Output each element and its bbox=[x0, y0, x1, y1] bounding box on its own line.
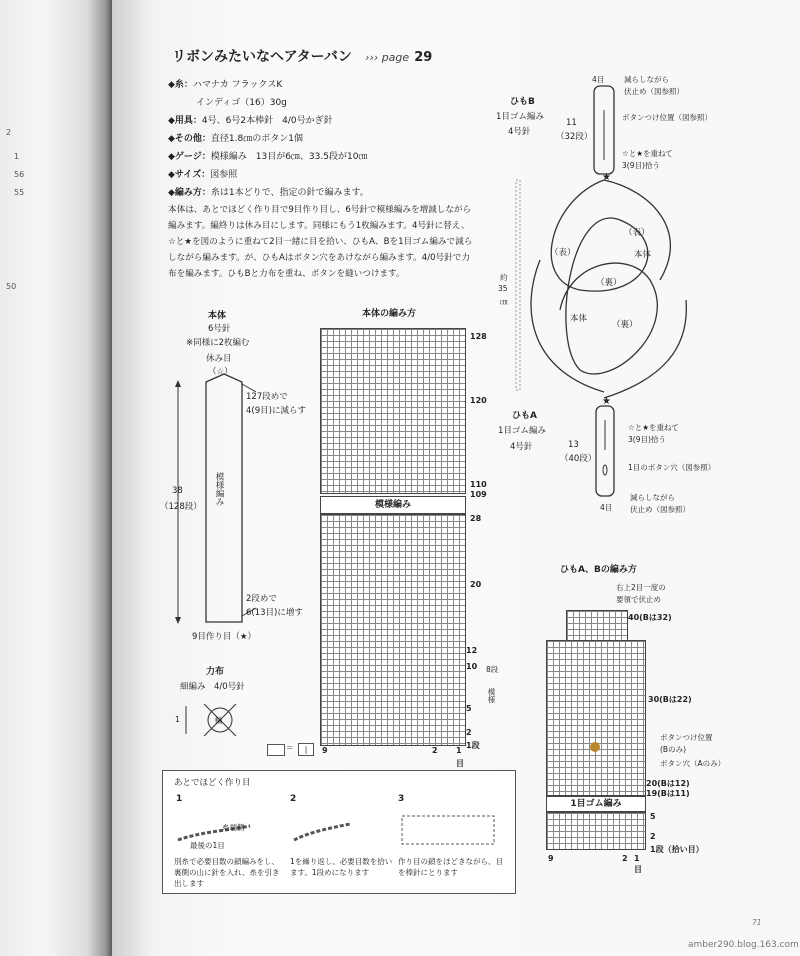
himo-chart-band: 1目ゴム編み bbox=[546, 796, 646, 812]
himo-b-pick2: 3(9目)拾う bbox=[622, 161, 660, 170]
spine-tick: 55 bbox=[14, 188, 25, 197]
row-label: 109 bbox=[470, 490, 487, 499]
himo-r5: 5 bbox=[650, 812, 656, 821]
provisional-title: あとでほどく作り目 bbox=[174, 778, 251, 788]
svg-text:★: ★ bbox=[602, 172, 611, 183]
himo-a-needle: 4号針 bbox=[510, 442, 533, 452]
himo-cu: 目 bbox=[634, 865, 642, 874]
himo-b-sub: 1目ゴム編み bbox=[496, 112, 544, 122]
body-inc-label2: 6(13目)に増す bbox=[246, 608, 303, 618]
spine-tick: 56 bbox=[14, 170, 25, 179]
page-number: 71 bbox=[752, 918, 762, 927]
himo-a-dec: 減らしながら bbox=[630, 493, 675, 502]
legend-empty-cell bbox=[267, 744, 285, 756]
himo-c1: 1 bbox=[634, 854, 640, 863]
material-row: ◆用具：4号、6号2本棒針 4/0号かぎ針 bbox=[168, 116, 333, 126]
himo-b-btn: ボタンつけ位置（図参照） bbox=[622, 113, 712, 122]
himo-c9: 9 bbox=[548, 854, 554, 863]
chikara-stitch: 細編み 4/0号針 bbox=[180, 682, 245, 692]
col-label: 目 bbox=[456, 759, 464, 768]
body-cast-on: 9目作り目（★） bbox=[192, 632, 257, 642]
body-pattern-label: 模様編み bbox=[214, 472, 224, 506]
himo-chart-bind2: 要領で伏止め bbox=[616, 595, 661, 604]
chikara-one: 1 bbox=[175, 715, 180, 724]
omote-label: （表） bbox=[550, 248, 576, 258]
page-ref-number: 29 bbox=[414, 50, 433, 65]
book-spine-shadow bbox=[0, 0, 112, 956]
row-label: 128 bbox=[470, 332, 487, 341]
step-num: 1 bbox=[176, 794, 183, 804]
material-row: ◆糸：ハマナカ フラックスK bbox=[168, 80, 283, 90]
assembly-diagram bbox=[510, 80, 700, 520]
body-inc-label: 2段めで bbox=[246, 594, 277, 604]
chart-bottom-grid bbox=[320, 514, 466, 746]
step-text: 作り目の鎖をほどきながら、目を棒針にとります bbox=[398, 857, 503, 877]
material-row: インディゴ（16）30g bbox=[196, 98, 287, 108]
instructions-paragraph: 本体は、あとでほどく作り目で9目作り目し、6号針で模様編みを増減しながら編みます。編終りは休み目にします。同様にもう1枚編みます。4号針に替え、☆と★を図のように重ねて2目一緒に目を拾い、ひもA、Bを1目ゴム編みで減らしながら編みます。が、ひもAはボタン穴をあけながら編みます。4/0号針で力布を編みます。ひもBと力布を重ね、ボタンを縫いつけます。 bbox=[168, 205, 473, 279]
body-needle: 6号針 bbox=[208, 324, 231, 334]
material-row: ◆ゲージ：模様編み 13目が6㎝、33.5段が10㎝ bbox=[168, 152, 368, 162]
himo-a-rows: （40段） bbox=[560, 454, 597, 464]
chikara-title: 力布 bbox=[206, 667, 225, 677]
body-title: 本体 bbox=[208, 311, 227, 321]
himo-r1: 1段（拾い目） bbox=[650, 845, 704, 854]
body-note: ※同様に2枚編む bbox=[186, 338, 250, 348]
spine-tick: 50 bbox=[6, 282, 17, 291]
himo-b-dec: 減らしながら bbox=[624, 75, 669, 84]
hontai-label: 本体 bbox=[570, 314, 588, 324]
himo-b-dec2: 伏止め（図参照） bbox=[624, 87, 684, 96]
spine-tick: 1 bbox=[14, 152, 20, 161]
row-label: 28 bbox=[470, 514, 482, 523]
spine-tick: 2 bbox=[6, 128, 12, 137]
row-label: 1段 bbox=[466, 741, 480, 750]
row-label: 12 bbox=[466, 646, 478, 655]
total-label2: 35 bbox=[498, 284, 508, 293]
row-label: 10 bbox=[466, 662, 478, 671]
chart-top-grid bbox=[320, 328, 466, 494]
himo-a-len: 13 bbox=[568, 440, 579, 450]
body-length: 38 bbox=[172, 486, 183, 496]
himo-r19: 19(Bは11) bbox=[646, 789, 690, 798]
row-label: 110 bbox=[470, 480, 487, 489]
chart-band: 模様編み bbox=[320, 496, 466, 514]
step-tag: 最後の1目 bbox=[190, 841, 225, 850]
page-header bbox=[172, 46, 432, 66]
body-rows: （128段） bbox=[160, 502, 202, 512]
himo-r2: 2 bbox=[650, 832, 656, 841]
body-rest-star: （☆） bbox=[208, 367, 233, 377]
material-row: ◆その他：直径1.8㎝のボタン1個 bbox=[168, 134, 303, 144]
himo-b-rows: （32段） bbox=[556, 132, 593, 142]
step-num: 2 bbox=[290, 794, 297, 804]
body-dec-label: 127段めで bbox=[246, 392, 288, 402]
watermark: amber290.blog.163.com bbox=[688, 940, 799, 950]
step-text: 1を繰り返し、必要目数を拾います。1段めになります bbox=[290, 857, 393, 877]
ura-label: （裏） bbox=[612, 320, 638, 330]
legend-knit-cell: | bbox=[298, 743, 314, 756]
chart-side2: 模様 bbox=[487, 688, 496, 703]
himo-hole: ボタン穴（Aのみ） bbox=[660, 759, 726, 768]
materials-list bbox=[168, 76, 488, 202]
himo-a-pick: ☆と★を重ねて bbox=[628, 423, 679, 432]
himo-btn2: (Bのみ) bbox=[660, 745, 686, 754]
total-label: 約 bbox=[500, 273, 508, 282]
chart-side: 8段 bbox=[486, 665, 499, 674]
hontai-label: 本体 bbox=[634, 250, 652, 260]
col-label: 9 bbox=[322, 746, 328, 755]
step-num: 3 bbox=[398, 794, 405, 804]
himo-a-strap bbox=[596, 406, 614, 496]
himo-b-len: 11 bbox=[566, 118, 577, 128]
himo-r30: 30(Bは22) bbox=[648, 695, 692, 704]
row-label: 5 bbox=[466, 704, 472, 713]
row-label: 120 bbox=[470, 396, 487, 405]
total-unit: ㎝ bbox=[500, 297, 508, 306]
col-label: 2 bbox=[432, 746, 438, 755]
himo-b-top: 4目 bbox=[592, 75, 605, 84]
chart-title: 本体の編み方 bbox=[362, 309, 417, 319]
himo-a-sub: 1目ゴム編み bbox=[498, 426, 546, 436]
himo-r20: 20(Bは12) bbox=[646, 779, 690, 788]
row-label: 2 bbox=[466, 728, 472, 737]
himo-c2: 2 bbox=[622, 854, 628, 863]
button-icon bbox=[590, 742, 600, 752]
row-label: 20 bbox=[470, 580, 482, 589]
himo-b-pick: ☆と★を重ねて bbox=[622, 149, 673, 158]
ura-label: （裏） bbox=[596, 278, 622, 288]
material-row: ◆サイズ：図参照 bbox=[168, 170, 238, 180]
himo-a-bottom: 4目 bbox=[600, 503, 613, 512]
body-dec-label2: 4(9目)に減らす bbox=[246, 406, 306, 416]
himo-chart-bind: 右上2目一度の bbox=[616, 583, 666, 592]
step-text: 別糸で必要目数の鎖編みをし、裏側の山に針を入れ、糸を引き出します bbox=[174, 857, 280, 888]
body-rest-label: 休み目 bbox=[206, 354, 232, 364]
page-ref-label: ››› page bbox=[365, 51, 410, 64]
himo-btn: ボタンつけ位置 bbox=[660, 733, 713, 742]
page-title: リボンみたいなヘアターバン bbox=[172, 49, 352, 65]
legend-eq: ＝ bbox=[286, 743, 294, 752]
himo-r40: 40(Bは32) bbox=[628, 613, 672, 622]
himo-a-hole: 1目のボタン穴（図参照） bbox=[628, 463, 716, 472]
himo-chart-title: ひもA、Bの編み方 bbox=[560, 565, 637, 575]
himo-chart-grid bbox=[546, 640, 646, 796]
himo-a-dec2: 伏止め（図参照） bbox=[630, 505, 690, 514]
himo-b-title: ひもB bbox=[510, 97, 535, 107]
col-label: 1 bbox=[456, 746, 462, 755]
material-row: ◆編み方：糸は1本どりで、指定の針で編みます。 bbox=[168, 188, 369, 198]
himo-a-title: ひもA bbox=[512, 411, 537, 421]
omote-label: （表） bbox=[624, 228, 650, 238]
step-tag: 糸端側 bbox=[222, 823, 245, 832]
himo-chart-bottom-grid bbox=[546, 812, 646, 850]
himo-chart-top-grid bbox=[566, 610, 628, 642]
himo-a-pick2: 3(9目)拾う bbox=[628, 435, 666, 444]
svg-text:★: ★ bbox=[602, 396, 611, 407]
chikara-ring: 輪 bbox=[215, 716, 223, 725]
himo-b-needle: 4号針 bbox=[508, 127, 531, 137]
